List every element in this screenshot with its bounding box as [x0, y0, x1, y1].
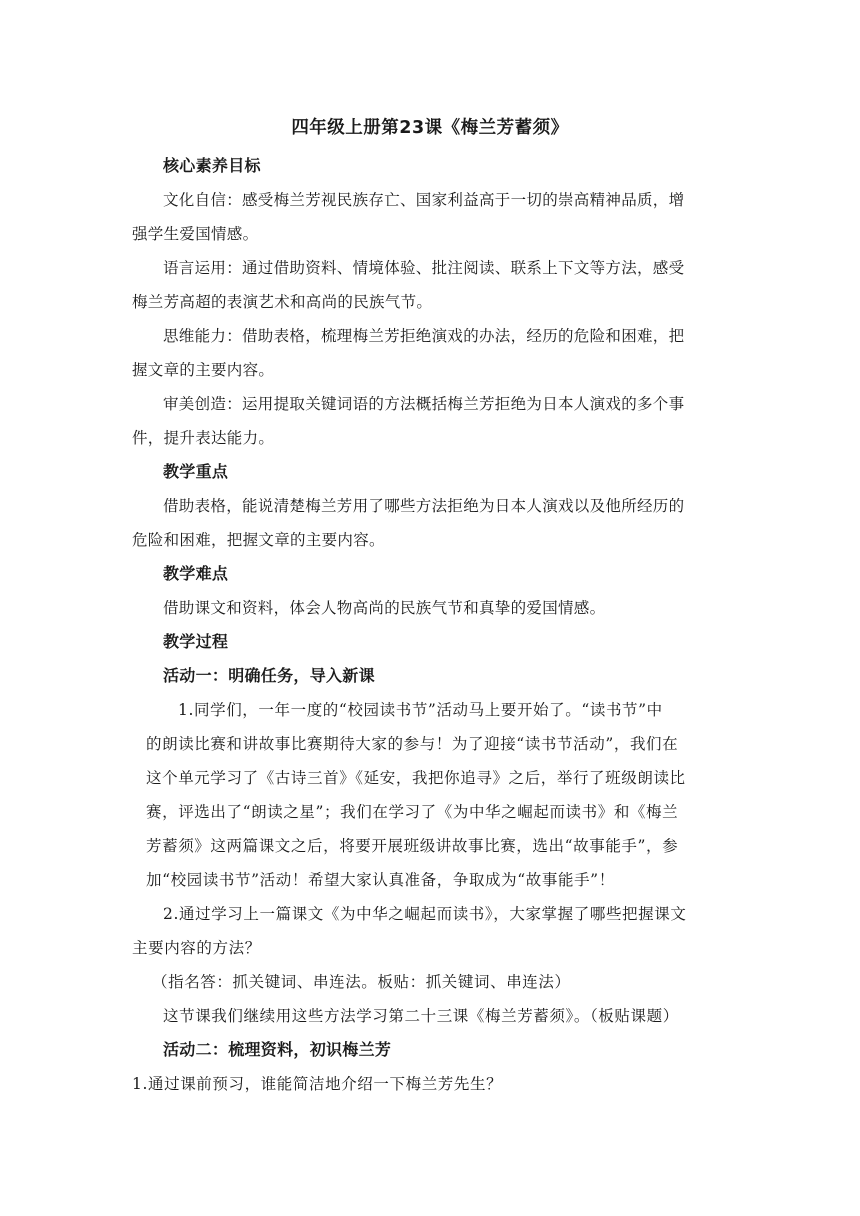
paragraph-line: 借助课文和资料，体会人物高尚的民族气节和真挚的爱国情感。 [163, 599, 606, 617]
heading-teaching-difficulty: 教学难点 [163, 564, 229, 583]
heading-activity-one: 活动一：明确任务，导入新课 [163, 666, 375, 685]
paragraph-line: 强学生爱国情感。 [132, 225, 259, 243]
paragraph-line: 审美创造：运用提取关键词语的方法概括梅兰芳拒绝为日本人演戏的多个事 [163, 395, 685, 413]
paragraph-line: 思维能力：借助表格，梳理梅兰芳拒绝演戏的办法，经历的危险和困难，把 [163, 327, 685, 345]
paragraph-line: 握文章的主要内容。 [132, 361, 275, 379]
heading-teaching-focus: 教学重点 [163, 462, 229, 481]
paragraph-line: 1.同学们，一年一度的“校园读书节”活动马上要开始了。“读书节”中 [178, 701, 663, 719]
heading-activity-two: 活动二：梳理资料，初识梅兰芳 [163, 1040, 392, 1059]
paragraph-line: 的朗读比赛和讲故事比赛期待大家的参与！为了迎接“读书节活动”，我们在 [146, 735, 679, 753]
paragraph-line: 梅兰芳高超的表演艺术和高尚的民族气节。 [132, 293, 433, 311]
paragraph-line: 加“校园读书节”活动！希望大家认真准备，争取成为“故事能手”！ [146, 871, 615, 889]
paragraph-line: 文化自信：感受梅兰芳视民族存亡、国家利益高于一切的崇高精神品质，增 [163, 191, 685, 209]
paragraph-line: 借助表格，能说清楚梅兰芳用了哪些方法拒绝为日本人演戏以及他所经历的 [163, 497, 685, 515]
paragraph-line: 危险和困难，把握文章的主要内容。 [132, 531, 385, 549]
paragraph-line: 这节课我们继续用这些方法学习第二十三课《梅兰芳蓄须》。（板贴课题） [163, 1007, 679, 1025]
paragraph-line: 2.通过学习上一篇课文《为中华之崛起而读书》，大家掌握了哪些把握课文 [163, 905, 687, 923]
paragraph-line: （指名答：抓关键词、串连法。板贴：抓关键词、串连法） [152, 973, 571, 991]
paragraph-line: 主要内容的方法？ [132, 939, 261, 957]
document-title: 四年级上册第23课《梅兰芳蓄须》 [291, 118, 569, 138]
paragraph-line: 件，提升表达能力。 [132, 429, 275, 447]
heading-core-goals: 核心素养目标 [163, 156, 261, 175]
paragraph-line: 1.通过课前预习，谁能简洁地介绍一下梅兰芳先生？ [132, 1075, 503, 1093]
paragraph-line: 语言运用：通过借助资料、情境体验、批注阅读、联系上下文等方法，感受 [163, 259, 685, 277]
heading-teaching-process: 教学过程 [163, 632, 229, 651]
paragraph-line: 这个单元学习了《古诗三首》《延安，我把你追寻》之后，举行了班级朗读比 [146, 769, 686, 787]
paragraph-line: 芳蓄须》这两篇课文之后，将要开展班级讲故事比赛，选出“故事能手”，参 [146, 837, 679, 855]
paragraph-line: 赛，评选出了“朗读之星”；我们在学习了《为中华之崛起而读书》和《梅兰 [146, 803, 679, 821]
